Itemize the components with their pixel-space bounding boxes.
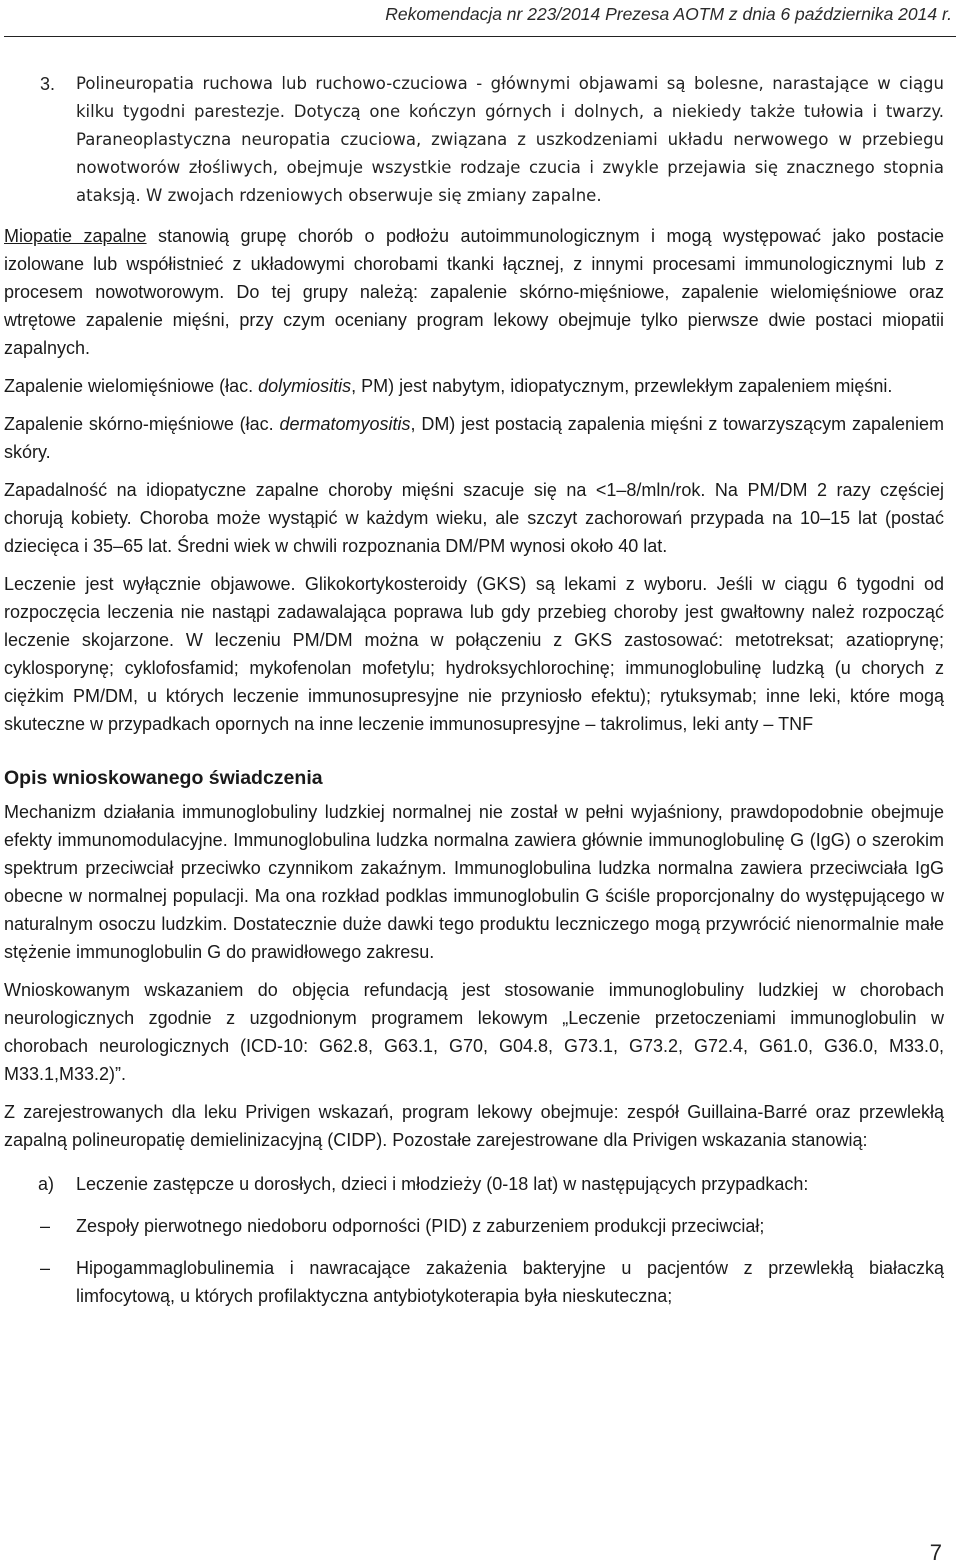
dash-list-item (4, 1254, 944, 1310)
paragraph-privigen: Z zarejestrowanych dla leku Privigen wskazań, program lekowy obejmuje: zespół Guillaina-Barré oraz przewlekłą zapalną polineuropatię demielinizacyjną (CIDP). Pozostałe zarejestrowane dla Privigen wskazania stanowią: (4, 1102, 944, 1150)
paragraph-zapadalnosc: Zapadalność na idiopatyczne zapalne choroby mięśni szacuje się na <1–8/mln/rok. Na PM/DM 2 razy częściej chorują kobiety. Choroba może wystąpić w każdym wieku, ale szczyt zachorowań przypada na 10–15 lat (postać dziecięca i 35–65 lat. Średni wiek w chwili rozpoznania DM/PM wynosi około 40 lat. (4, 480, 944, 556)
paragraph-text: Zapalenie wielomięśniowe (łac. (4, 376, 259, 396)
running-header: Rekomendacja nr 223/2014 Prezesa AOTM z dnia 6 października 2014 r. (385, 4, 952, 24)
paragraph-miopatie (4, 222, 944, 362)
list-marker: a) (38, 1174, 55, 1194)
header-divider (4, 36, 956, 37)
list-item-text: Leczenie zastępcze u dorosłych, dzieci i młodzieży (0-18 lat) w następujących przypadkach: (76, 1174, 809, 1194)
underlined-term: Miopatie zapalne (4, 226, 147, 246)
dash-marker: – (40, 1216, 51, 1236)
latin-term: dolymiositis (258, 376, 352, 396)
paragraph-pm (4, 372, 944, 400)
paragraph-text: , PM) jest nabytym, idiopatycznym, przewlekłym zapaleniem mięśni. (351, 376, 893, 396)
paragraph-wskazanie: Wnioskowanym wskazaniem do objęcia refundacją jest stosowanie immunoglobuliny ludzkiej w chorobach neurologicznych zgodnie z uzgodnionym programem lekowym „Leczenie przetoczeniami immunoglobulin w chorobach neurologicznych (ICD-10: G62.8, G63.1, G70, G04.8, G73.1, G73.2, G72.4, G61.0, G36.0, M33.0, M33.1,M33.2)”. (4, 980, 944, 1084)
list-item-text: Polineuropatia ruchowa lub ruchowo-czuciowa - głównymi objawami są bolesne, narastające w ciągu kilku tygodni parestezje. Dotyczą one kończyn górnych i dolnych, a niekiedy także tułowia i twarzy. Paraneoplastyczna neuropatia czuciowa, związana z uszkodzeniami układu nerwowego w przebiegu nowotworów złośliwych, obejmuje wszystkie rodzaje czucia i zwykle przejawia się znacznego stopnia ataksją. W zwojach rdzeniowych obserwuje się zmiany zapalne. (76, 74, 944, 205)
paragraph-mechanizm: Mechanizm działania immunoglobuliny ludzkiej normalnej nie został w pełni wyjaśniony, prawdopodobnie obejmuje efekty immunomodulacyjne. Immunoglobulina ludzka normalna zawiera głównie immunoglobulinę G (IgG) o szerokim spektrum przeciwciał przeciwko czynnikom zakaźnym. Immunoglobulina ludzka normalna zawiera przeciwciała IgG obecne w normalnej populacji. Ma ona rozkład podklas immunoglobulin G ściśle proporcjonalny do występującego w naturalnym osoczu ludzkim. Dostatecznie duże dawki tego produktu leczniczego mogą przywrócić nienormalnie małe stężenie immunoglobulin G do prawidłowego zakresu. (4, 802, 944, 962)
paragraph-leczenie: Leczenie jest wyłącznie objawowe. Glikokortykosteroidy (GKS) są lekami z wyboru. Jeśli w ciągu 6 tygodni od rozpoczęcia leczenia nie nastąpi zadawalająca poprawa lub gdy przebieg choroby jest gwałtowny należ rozpocząć leczenie skojarzone. W leczeniu PM/DM można w połączeniu z GKS zastosować: metotreksat; azatioprynę; cyklosporynę; cyklofosfamid; mykofenolan mofetylu; hydroksychlorochinę; immunoglobulinę ludzką (u chorych z ciężkim PM/DM, u których leczenie immunosupresyjne nie przyniosło efektu); rytuksymab; inne leki, które mogą skuteczne w przypadkach opornych na inne leczenie immunosupresyjne – takrolimus, leki anty – TNF (4, 574, 944, 734)
paragraph-text: , DM) jest postacią zapalenia mięśni z towarzyszącym zapaleniem skóry. (4, 414, 945, 462)
paragraph-text: stanowią grupę chorób o podłożu autoimmunologicznym i mogą występować jako postacie izolowane lub współistnieć z układowymi chorobami tkanki łącznej, z innymi procesami immunologicznymi lub z procesem nowotworowym. Do tej grupy należą: zapalenie skórno-mięśniowe, zapalenie wielomięśniowe oraz wtrętowe zapalenie mięśni, przy czym oceniany program lekowy obejmuje tylko pierwsze dwie postaci miopatii zapalnych. (4, 226, 945, 358)
latin-term: dermatomyositis (279, 414, 411, 434)
lettered-list-item (4, 1170, 944, 1198)
list-number: 3. (40, 74, 56, 94)
paragraph-dm (4, 410, 944, 466)
section-heading: Opis wnioskowanego świadczenia (4, 767, 323, 789)
dash-marker: – (40, 1258, 51, 1278)
numbered-list-item (4, 70, 944, 210)
list-item-text: Hipogammaglobulinemia i nawracające zakażenia bakteryjne u pacjentów z przewlekłą białaczką limfocytową, u których profilaktyczna antybiotykoterapia była nieskuteczna; (76, 1258, 944, 1306)
page-number: 7 (929, 1540, 942, 1565)
page-body (4, 70, 944, 1310)
dash-list-item (4, 1212, 944, 1240)
paragraph-text: Zapalenie skórno-mięśniowe (łac. (4, 414, 280, 434)
list-item-text: Zespoły pierwotnego niedoboru odporności (PID) z zaburzeniem produkcji przeciwciał; (76, 1216, 765, 1236)
